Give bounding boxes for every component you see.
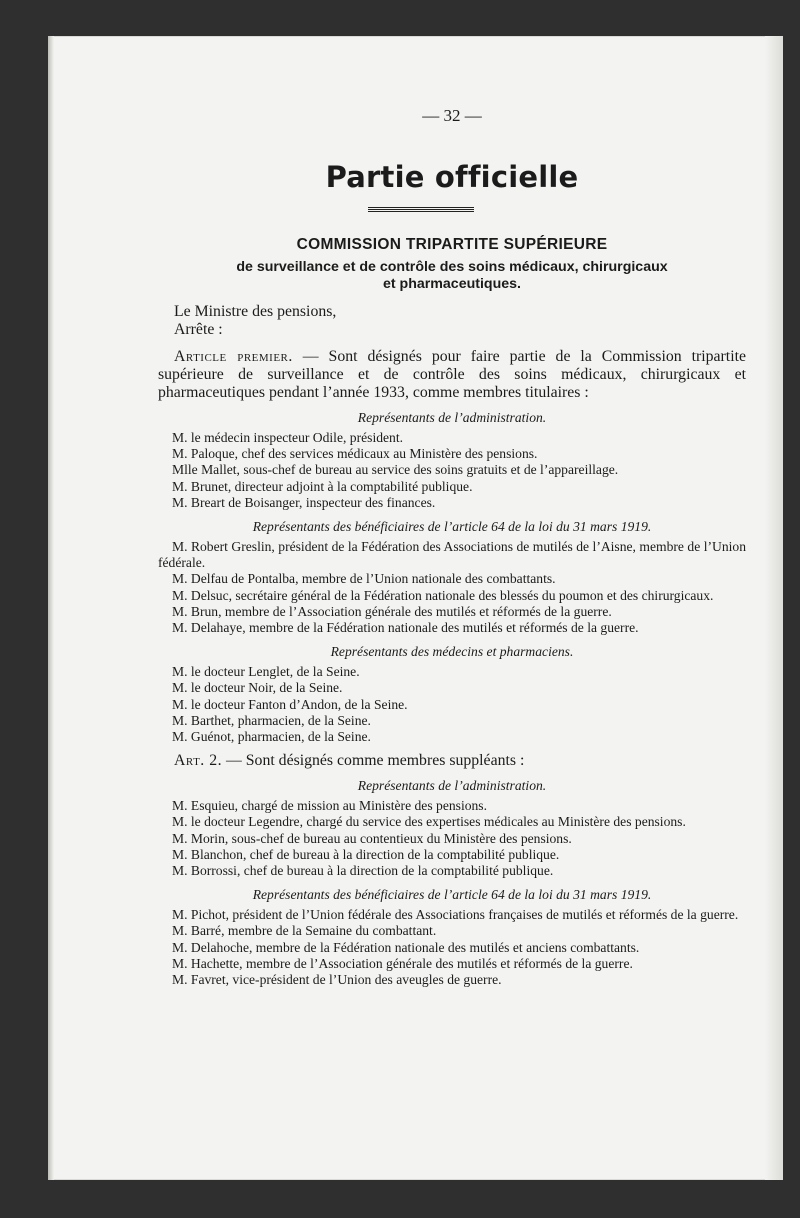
member-entry: M. Brunet, directeur adjoint à la comptabilité publique. [172, 478, 473, 494]
article-1-text: — Sont désignés pour faire partie de la Commission tripartite supérieure de surveillance et de contrôle des soins médicaux, chirurgicaux et pharmaceutiques pendant l’année 1933, comme membres titulaires : [158, 348, 746, 401]
member-entry: M. Borrossi, chef de bureau à la direction de la comptabilité publique. [172, 863, 554, 879]
document-body [158, 303, 746, 988]
section-heading: Représentants de l’administration. [357, 410, 547, 425]
member-entry: M. Delahaye, membre de la Fédération nationale des mutilés et réformés de la guerre. [172, 620, 639, 636]
subheading-line: et pharmaceutiques. [383, 276, 521, 292]
article-2 [158, 752, 746, 770]
member-entry: M. le médecin inspecteur Odile, président. [172, 430, 404, 445]
member-entry: M. Delsuc, secrétaire général de la Fédération nationale des blessés du poumon et des chirurgicaux. [172, 587, 714, 603]
suppleants-list [158, 777, 746, 988]
member-entry: M. Hachette, membre de l’Association générale des mutilés et réformés de la guerre. [172, 955, 633, 971]
page-number: — 32 — [422, 106, 482, 125]
member-entry: M. le docteur Noir, de la Seine. [172, 680, 343, 696]
article-1 [158, 348, 746, 402]
member-entry: M. le docteur Lenglet, de la Seine. [172, 664, 360, 680]
page-title: Partie officielle [325, 160, 579, 194]
commission-subheading [158, 259, 746, 293]
section-heading: Représentants des bénéficiaires de l’article 64 de la loi du 31 mars 1919. [252, 519, 652, 535]
title-rule [368, 207, 474, 210]
title-rule-lower [368, 211, 474, 212]
section-heading: Représentants de l’administration. [357, 778, 547, 794]
member-list [158, 539, 746, 636]
member-entry: M. Breart de Boisanger, inspecteur des finances. [172, 494, 436, 510]
intro-line: Arrête : [174, 321, 223, 338]
member-entry: M. Delahoche, membre de la Fédération nationale des mutilés et anciens combattants. [172, 939, 640, 955]
member-list [158, 430, 746, 511]
member-entry: M. Guénot, pharmacien, de la Seine. [172, 729, 371, 745]
section-heading: Représentants des bénéficiaires de l’article 64 de la loi du 31 mars 1919. [252, 887, 652, 903]
section-heading: Représentants des médecins et pharmaciens. [330, 644, 574, 660]
member-entry: M. Morin, sous-chef de bureau au contentieux du Ministère des pensions. [172, 830, 572, 846]
article-2-label: Art. 2. [174, 752, 223, 770]
member-entry: M. Paloque, chef des services médicaux au Ministère des pensions. [172, 446, 538, 462]
member-list [158, 907, 746, 988]
article-1-label: Article premier. [174, 348, 293, 365]
subheading-line: de surveillance et de contrôle des soins médicaux, chirurgicaux [236, 259, 668, 275]
page-left-edge [48, 36, 54, 1180]
member-entry: M. le docteur Legendre, chargé du service des expertises médicales au Ministère des pensions. [172, 814, 686, 830]
member-entry: M. Favret, vice-président de l’Union des aveugles de guerre. [172, 972, 502, 988]
member-entry: M. Brun, membre de l’Association générale des mutilés et réformés de la guerre. [172, 603, 612, 619]
article-2-text: — Sont désignés comme membres suppléants : [222, 752, 525, 770]
page-fold-shadow [765, 36, 783, 1180]
member-entry: M. Pichot, président de l’Union fédérale des Associations françaises de mutilés et réformés de la guerre. [172, 907, 739, 923]
commission-heading: COMMISSION TRIPARTITE SUPÉRIEURE [296, 236, 608, 253]
member-entry: M. Barthet, pharmacien, de la Seine. [172, 712, 371, 728]
member-entry: M. Blanchon, chef de bureau à la direction de la comptabilité publique. [172, 846, 560, 862]
member-entry: M. Barré, membre de la Semaine du combattant. [172, 923, 437, 939]
member-entry: Mlle Mallet, sous-chef de bureau au service des soins gratuits et de l’appareillage. [172, 462, 619, 478]
intro-line: Le Ministre des pensions, [174, 303, 337, 320]
member-list [158, 664, 746, 745]
member-entry: M. Robert Greslin, président de la Fédération des Associations de mutilés de l’Aisne, membre de l’Union fédérale. [158, 539, 746, 571]
member-entry: M. Delfau de Pontalba, membre de l’Union nationale des combattants. [172, 571, 556, 587]
member-entry: M. Esquieu, chargé de mission au Ministère des pensions. [172, 798, 487, 814]
document-page [48, 36, 783, 1180]
member-list [158, 798, 746, 879]
member-entry: M. le docteur Fanton d’Andon, de la Seine. [172, 696, 408, 712]
titulaires-list [158, 409, 746, 745]
